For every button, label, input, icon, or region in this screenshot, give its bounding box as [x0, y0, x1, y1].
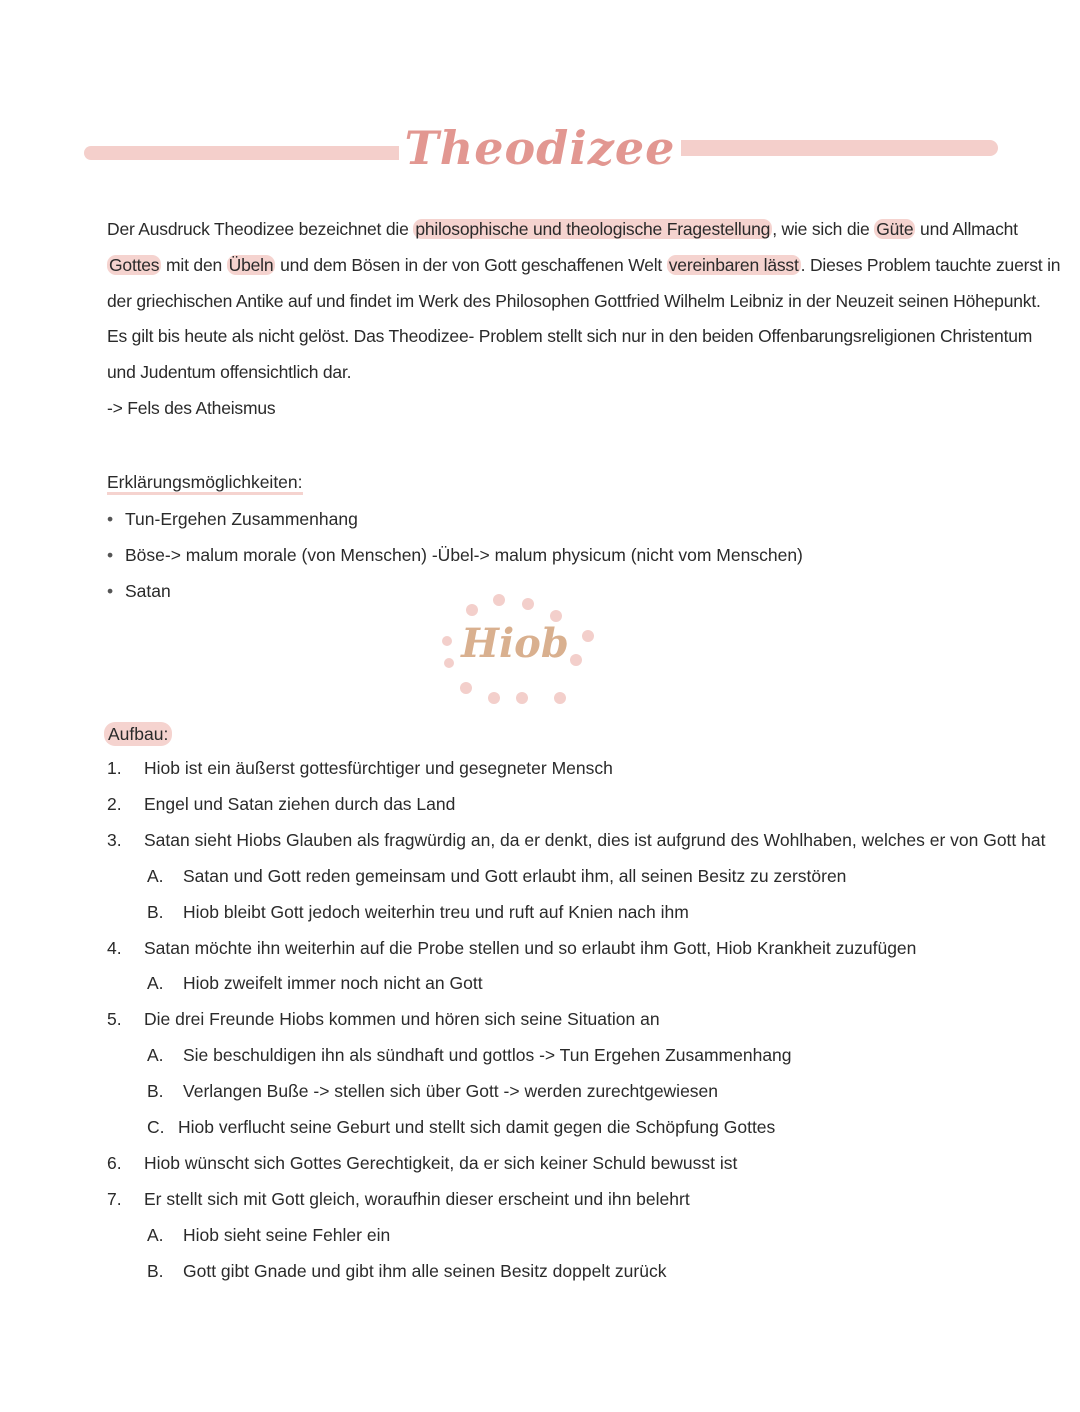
intro-line-2 — [107, 248, 1061, 284]
list-item-text: Hiob wünscht sich Gottes Gerechtigkeit, da er sich keiner Schuld bewusst ist — [144, 1152, 738, 1173]
dot-icon — [516, 692, 528, 704]
hiob-heading-decoration — [430, 592, 600, 712]
highlight-fragestellung: philosophische und theologische Fragestellung — [415, 219, 771, 239]
list-number: C. — [147, 1117, 165, 1137]
dot-icon — [493, 594, 505, 606]
text-run: . Dieses Problem tauchte zuerst in — [800, 254, 1061, 275]
dot-icon — [554, 692, 566, 704]
list-number: B. — [147, 1081, 164, 1102]
list-item-text: Hiob verflucht seine Geburt und stellt sich damit gegen die Schöpfung Gottes — [178, 1117, 776, 1137]
list-number: 4. — [107, 937, 122, 958]
list-item-text: Satan sieht Hiobs Glauben als fragwürdig an, da er denkt, dies ist aufgrund des Wohlhaben, welches er von Gott hat — [144, 829, 1046, 850]
list-item-text: Tun-Ergehen Zusammenhang — [125, 509, 358, 529]
list-number: A. — [147, 1045, 164, 1066]
bullet-icon: • — [107, 545, 114, 565]
intro-line-3: der griechischen Antike auf und findet im Werk des Philosophen Gottfried Wilhelm Leibniz in der Neuzeit seinen Höhepunkt. — [107, 290, 1041, 311]
list-item — [107, 502, 803, 538]
list-item-text: Die drei Freunde Hiobs kommen und hören sich seine Situation an — [144, 1009, 660, 1030]
list-item-text: Hiob zweifelt immer noch nicht an Gott — [183, 973, 483, 994]
list-item-text: Böse-> malum morale (von Menschen) -Übel-> malum physicum (nicht vom Menschen) — [125, 545, 803, 565]
list-item-text: Hiob sieht seine Fehler ein — [183, 1224, 391, 1245]
list-item-text: Satan — [125, 581, 171, 601]
aufbau-heading: Aufbau: — [104, 722, 172, 746]
list-number: B. — [147, 1260, 164, 1281]
highlight-uebeln: Übeln — [228, 254, 274, 275]
list-item-text: Hiob ist ein äußerst gottesfürchtiger und gesegneter Mensch — [144, 758, 613, 778]
list-number: 5. — [107, 1009, 122, 1030]
dot-icon — [488, 692, 500, 704]
intro-line-4: Es gilt bis heute als nicht gelöst. Das Theodizee- Problem stellt sich nur in den beiden Offenbarungsreligionen Christentum — [107, 326, 1033, 347]
list-number: 1. — [107, 758, 122, 778]
list-number: B. — [147, 901, 164, 922]
highlight-guete: Güte — [876, 219, 914, 239]
list-number: A. — [147, 865, 164, 886]
list-item-text: Er stellt sich mit Gott gleich, woraufhin dieser erscheint und ihn belehrt — [144, 1188, 690, 1209]
intro-line-5: und Judentum offensichtlich dar. — [107, 362, 352, 383]
title-text: Theodizee — [399, 121, 682, 175]
list-item-text: Gott gibt Gnade und gibt ihm alle seinen Besitz doppelt zurück — [183, 1260, 667, 1281]
dot-icon — [466, 604, 478, 616]
list-number: 7. — [107, 1188, 122, 1209]
bullet-icon: • — [107, 581, 114, 601]
list-item-text: Engel und Satan ziehen durch das Land — [144, 793, 456, 814]
highlight-vereinbaren: vereinbaren lässt — [668, 254, 799, 275]
list-item-text: Satan und Gott reden gemeinsam und Gott erlaubt ihm, all seinen Besitz zu zerstören — [183, 865, 847, 886]
list-number: A. — [147, 1224, 164, 1245]
list-item-text: Sie beschuldigen ihn als sündhaft und gottlos -> Tun Ergehen Zusammenhang — [183, 1045, 792, 1066]
list-item-text: Satan möchte ihn weiterhin auf die Probe stellen und so erlaubt ihm Gott, Hiob Krankheit zuzufügen — [144, 937, 917, 958]
text-run: , wie sich die — [772, 219, 875, 239]
list-number: 6. — [107, 1152, 122, 1173]
explanations-label: Erklärungsmöglichkeiten: — [107, 472, 303, 495]
list-number: 3. — [107, 829, 122, 850]
hiob-heading: Hiob — [461, 620, 569, 667]
explanations-heading — [107, 468, 303, 496]
text-run: Der Ausdruck Theodizee bezeichnet die — [107, 219, 414, 239]
text-run: und Allmacht — [915, 219, 1018, 239]
intro-paragraph — [107, 212, 1061, 427]
page-title — [0, 118, 1080, 178]
dot-icon — [460, 682, 472, 694]
intro-line-1 — [107, 212, 1018, 248]
dot-icon — [522, 598, 534, 610]
list-number: 2. — [107, 793, 122, 814]
text-run: und dem Bösen in der von Gott geschaffenen Welt — [275, 254, 667, 275]
list-item-text: Hiob bleibt Gott jedoch weiterhin treu und ruft auf Knien nach ihm — [183, 901, 689, 922]
intro-line-6: -> Fels des Atheismus — [107, 397, 276, 418]
list-item — [107, 538, 803, 574]
text-run: mit den — [161, 254, 227, 275]
list-item-text: Verlangen Buße -> stellen sich über Gott -> werden zurechtgewiesen — [183, 1081, 719, 1102]
list-number: A. — [147, 973, 164, 994]
bullet-icon: • — [107, 509, 114, 529]
highlight-gottes: Gottes — [109, 254, 160, 275]
